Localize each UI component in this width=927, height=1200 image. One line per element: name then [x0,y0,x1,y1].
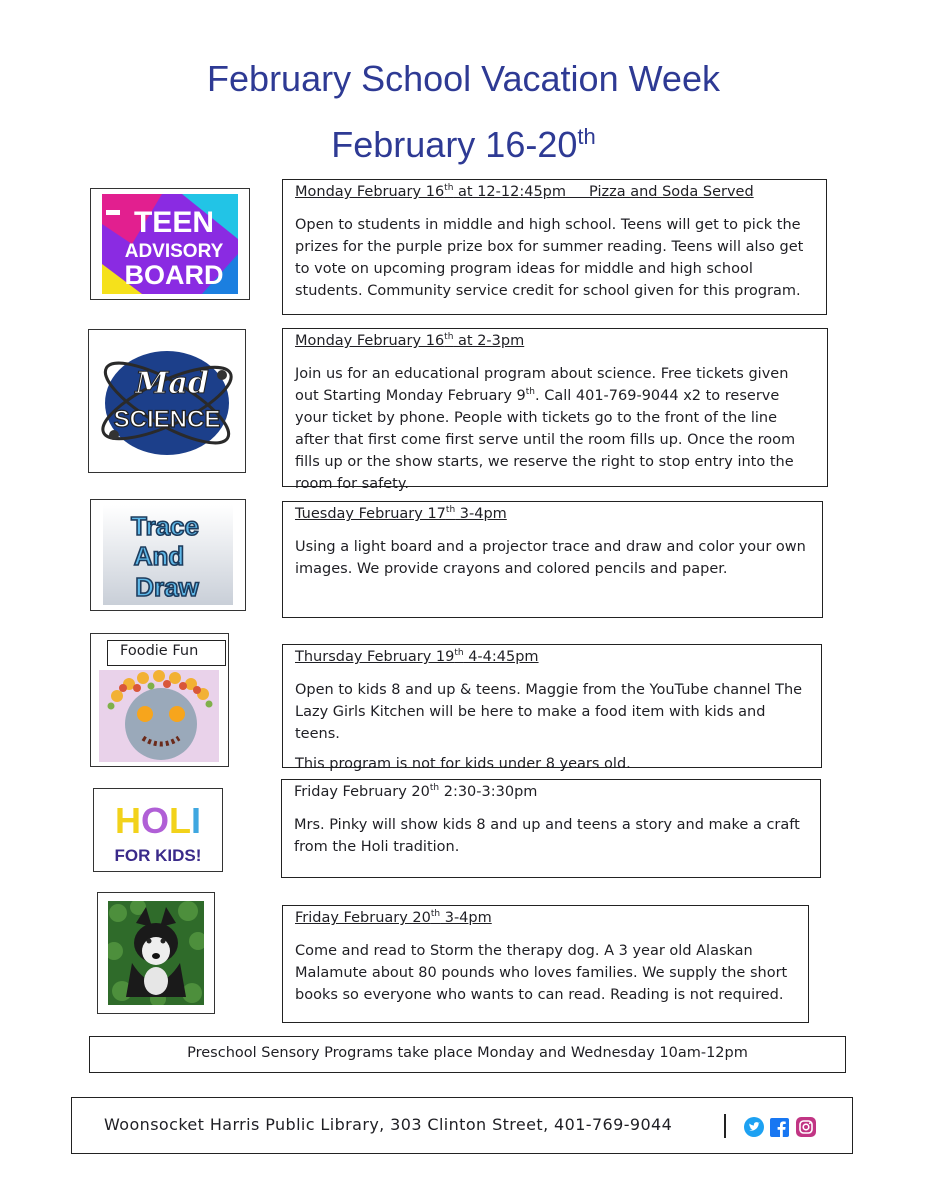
logo-text-mad: Mad [135,366,209,401]
teen-advisory-board-image-frame [90,188,250,300]
event-box-foodie-fun [282,644,822,772]
foodie-fun-image [99,670,219,762]
logo-text-board: BOARD [124,260,224,290]
event-box-therapy-dog [282,905,809,1023]
trace-and-draw-image-frame [90,499,246,611]
teen-advisory-board-logo [102,194,238,294]
logo-text-draw: Draw [135,572,199,602]
event-description: Come and read to Storm the therapy dog. A 3 year old Alaskan Malamute about 80 pounds who loves families. We supply the short books so everyone who wants to can read. Reading is not required. [295,943,788,1003]
logo-text-and: And [133,541,185,571]
mad-science-logo [94,335,240,465]
event-box-mad-science [282,328,828,492]
event-heading: Monday February 16th at 2-3pm [295,332,525,349]
page-subtitle [0,124,927,166]
foodie-fun-caption: Foodie Fun [107,640,226,666]
holi-image-frame [93,788,223,872]
date-range: February 16-20 [331,124,578,165]
preschool-note-box [89,1036,846,1073]
event-description: Open to students in middle and high school. Teens will get to pick the prizes for the purple prize box for summer reading. Teens will also get to vote on upcoming program ideas for middle and high school students. Community service credit for school given for this program. [295,217,804,299]
logo-text-holi: HOLI [114,800,202,841]
logo-text-advisory: ADVISORY [124,241,224,262]
event-box-trace-and-draw [282,501,823,618]
foodie-fun-image-frame [90,633,229,767]
twitter-icon[interactable] [744,1117,764,1137]
holi-for-kids-logo [99,793,217,867]
therapy-dog-photo [108,901,204,1005]
preschool-note: Preschool Sensory Programs take place Monday and Wednesday 10am-12pm [187,1045,748,1061]
event-heading: Thursday February 19th 4-4:45pm [295,648,539,665]
therapy-dog-image-frame [97,892,215,1014]
instagram-icon[interactable] [796,1117,816,1137]
logo-text-science: SCIENCE [113,406,221,433]
event-description: Open to kids 8 and up & teens. Maggie from the YouTube channel The Lazy Girls Kitchen will be here to make a food item with kids and teens. [295,682,803,742]
footer [71,1097,853,1154]
library-address: Woonsocket Harris Public Library, 303 Clinton Street, 401-769-9044 [104,1115,673,1134]
event-box-teen-advisory [282,179,827,315]
event-heading: Monday February 16th at 12-12:45pm Pizza and Soda Served [295,183,754,200]
logo-text-for-kids: FOR KIDS! [114,846,202,865]
logo-text-trace: Trace [131,511,199,541]
date-range-suffix: th [577,124,596,149]
event-description: Join us for an educational program about science. Free tickets given out Starting Monday February 9th. Call 401-769-9044 x2 to reserve your ticket by phone. People with tickets go to the front of the line after that first come first serve until the room fills up. Once the room fills up or the show starts, we reserve the right to stop entry into the room for safety. [295,366,796,492]
logo-text-teen: TEEN [133,206,215,239]
event-description: Using a light board and a projector trace and draw and color your own images. We provide crayons and colored pencils and paper. [295,539,806,577]
event-note: This program is not for kids under 8 years old. [295,756,631,772]
event-heading: Tuesday February 17th 3-4pm [295,505,507,522]
facebook-icon[interactable] [770,1118,789,1137]
event-box-holi [281,779,821,878]
event-heading: Friday February 20th 2:30-3:30pm [294,783,538,800]
footer-divider [724,1114,726,1138]
trace-and-draw-logo [103,505,233,605]
event-heading: Friday February 20th 3-4pm [295,909,492,926]
page-title: February School Vacation Week [207,58,720,99]
event-description: Mrs. Pinky will show kids 8 and up and teens a story and make a craft from the Holi tradition. [294,817,800,855]
mad-science-image-frame [88,329,246,473]
